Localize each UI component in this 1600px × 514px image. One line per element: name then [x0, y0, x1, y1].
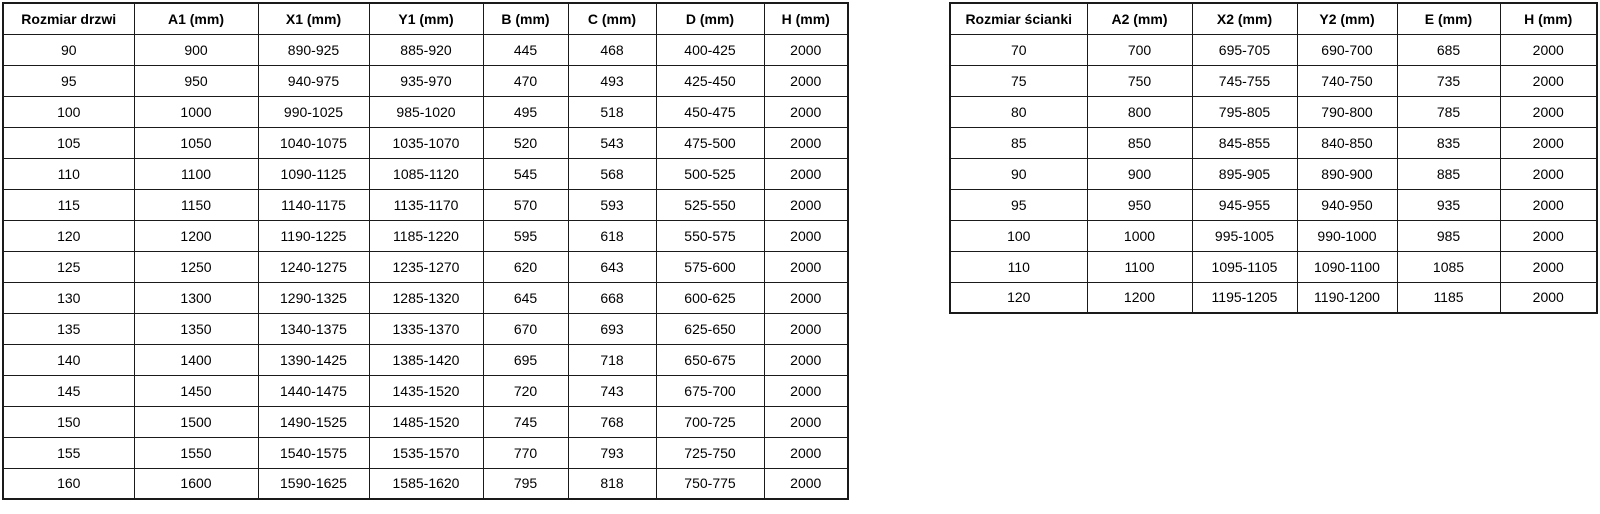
table-cell: 1350 [134, 313, 258, 344]
table-cell: 90 [950, 158, 1087, 189]
table-row [950, 96, 1597, 127]
table-cell: 745-755 [1192, 65, 1297, 96]
table-cell: 800 [1087, 96, 1192, 127]
table-row [950, 282, 1597, 313]
table-cell: 1190-1225 [258, 220, 369, 251]
table-cell: 85 [950, 127, 1087, 158]
table-cell: 1135-1170 [369, 189, 483, 220]
table-cell: 570 [483, 189, 568, 220]
table-cell: 768 [568, 406, 656, 437]
table-cell: 525-550 [656, 189, 764, 220]
table-cell: 1500 [134, 406, 258, 437]
table-row [3, 437, 848, 468]
table-cell: 90 [3, 34, 134, 65]
table-cell: 2000 [764, 406, 848, 437]
table-cell: 950 [134, 65, 258, 96]
column-header: Y1 (mm) [369, 3, 483, 34]
table-cell: 400-425 [656, 34, 764, 65]
table-cell: 935 [1397, 189, 1500, 220]
table-cell: 743 [568, 375, 656, 406]
table-row [950, 158, 1597, 189]
table-cell: 145 [3, 375, 134, 406]
table-cell: 793 [568, 437, 656, 468]
column-header: H (mm) [764, 3, 848, 34]
table-cell: 1535-1570 [369, 437, 483, 468]
table-cell: 668 [568, 282, 656, 313]
table-cell: 95 [3, 65, 134, 96]
table-cell: 995-1005 [1192, 220, 1297, 251]
table-cell: 593 [568, 189, 656, 220]
table-cell: 1600 [134, 468, 258, 499]
table-row [3, 406, 848, 437]
table-cell: 135 [3, 313, 134, 344]
table-cell: 75 [950, 65, 1087, 96]
table-cell: 700 [1087, 34, 1192, 65]
table-cell: 155 [3, 437, 134, 468]
table-cell: 1185-1220 [369, 220, 483, 251]
table-cell: 890-925 [258, 34, 369, 65]
table-cell: 2000 [1500, 251, 1597, 282]
table-cell: 720 [483, 375, 568, 406]
table-cell: 625-650 [656, 313, 764, 344]
table-cell: 835 [1397, 127, 1500, 158]
table-cell: 1585-1620 [369, 468, 483, 499]
table-cell: 885 [1397, 158, 1500, 189]
table-cell: 1435-1520 [369, 375, 483, 406]
table-cell: 1450 [134, 375, 258, 406]
table-row [950, 220, 1597, 251]
table-cell: 1285-1320 [369, 282, 483, 313]
table-cell: 575-600 [656, 251, 764, 282]
table-cell: 475-500 [656, 127, 764, 158]
table-row [3, 375, 848, 406]
table-cell: 518 [568, 96, 656, 127]
table-cell: 850 [1087, 127, 1192, 158]
table-cell: 500-525 [656, 158, 764, 189]
table-cell: 620 [483, 251, 568, 282]
table-cell: 1095-1105 [1192, 251, 1297, 282]
table-cell: 568 [568, 158, 656, 189]
table-cell: 450-475 [656, 96, 764, 127]
table-cell: 935-970 [369, 65, 483, 96]
table-cell: 750-775 [656, 468, 764, 499]
table-cell: 885-920 [369, 34, 483, 65]
table-cell: 1085 [1397, 251, 1500, 282]
table-cell: 1100 [134, 158, 258, 189]
table-cell: 130 [3, 282, 134, 313]
table-cell: 470 [483, 65, 568, 96]
table-cell: 795 [483, 468, 568, 499]
table-row [950, 127, 1597, 158]
table-cell: 1485-1520 [369, 406, 483, 437]
table-cell: 2000 [1500, 34, 1597, 65]
table-cell: 520 [483, 127, 568, 158]
table-row [3, 65, 848, 96]
table-cell: 2000 [764, 127, 848, 158]
table-cell: 1390-1425 [258, 344, 369, 375]
table-cell: 140 [3, 344, 134, 375]
column-header: X2 (mm) [1192, 3, 1297, 34]
header-row [950, 3, 1597, 34]
table-row [3, 189, 848, 220]
table-cell: 425-450 [656, 65, 764, 96]
table-cell: 2000 [764, 313, 848, 344]
table-cell: 468 [568, 34, 656, 65]
table-cell: 2000 [764, 65, 848, 96]
table-cell: 2000 [764, 158, 848, 189]
table-cell: 690-700 [1297, 34, 1397, 65]
table-cell: 718 [568, 344, 656, 375]
table-cell: 900 [134, 34, 258, 65]
table-cell: 545 [483, 158, 568, 189]
table-cell: 985 [1397, 220, 1500, 251]
column-header: H (mm) [1500, 3, 1597, 34]
table-cell: 695-705 [1192, 34, 1297, 65]
table-cell: 2000 [764, 251, 848, 282]
table-cell: 1190-1200 [1297, 282, 1397, 313]
table-cell: 725-750 [656, 437, 764, 468]
column-header: A2 (mm) [1087, 3, 1192, 34]
table-cell: 675-700 [656, 375, 764, 406]
table-cell: 795-805 [1192, 96, 1297, 127]
table-row [3, 34, 848, 65]
table-cell: 80 [950, 96, 1087, 127]
table-cell: 1000 [134, 96, 258, 127]
table-cell: 600-625 [656, 282, 764, 313]
table-cell: 1200 [134, 220, 258, 251]
table-cell: 1250 [134, 251, 258, 282]
table-cell: 1235-1270 [369, 251, 483, 282]
table-cell: 1340-1375 [258, 313, 369, 344]
table-cell: 840-850 [1297, 127, 1397, 158]
table-cell: 110 [3, 158, 134, 189]
table-cell: 890-900 [1297, 158, 1397, 189]
table-cell: 940-975 [258, 65, 369, 96]
table-cell: 745 [483, 406, 568, 437]
table-row [3, 313, 848, 344]
table-cell: 125 [3, 251, 134, 282]
table-row [3, 127, 848, 158]
table-cell: 2000 [764, 220, 848, 251]
table-cell: 2000 [764, 375, 848, 406]
table-cell: 1590-1625 [258, 468, 369, 499]
table-cell: 2000 [1500, 220, 1597, 251]
table-cell: 845-855 [1192, 127, 1297, 158]
table-cell: 2000 [1500, 96, 1597, 127]
table-cell: 2000 [764, 282, 848, 313]
table-cell: 1040-1075 [258, 127, 369, 158]
table-cell: 895-905 [1192, 158, 1297, 189]
table-cell: 1035-1070 [369, 127, 483, 158]
table-cell: 100 [3, 96, 134, 127]
table-cell: 2000 [1500, 127, 1597, 158]
header-row [3, 3, 848, 34]
table-row [3, 158, 848, 189]
column-header: Y2 (mm) [1297, 3, 1397, 34]
table-cell: 985-1020 [369, 96, 483, 127]
table-cell: 2000 [764, 189, 848, 220]
table-cell: 160 [3, 468, 134, 499]
table-row [950, 251, 1597, 282]
column-header: A1 (mm) [134, 3, 258, 34]
table-row [950, 34, 1597, 65]
table-cell: 685 [1397, 34, 1500, 65]
column-header: B (mm) [483, 3, 568, 34]
table-cell: 1335-1370 [369, 313, 483, 344]
table-cell: 2000 [1500, 282, 1597, 313]
table-cell: 990-1025 [258, 96, 369, 127]
table-cell: 2000 [1500, 65, 1597, 96]
table-cell: 1195-1205 [1192, 282, 1297, 313]
table-cell: 120 [3, 220, 134, 251]
table-cell: 735 [1397, 65, 1500, 96]
column-header: D (mm) [656, 3, 764, 34]
column-header: X1 (mm) [258, 3, 369, 34]
table-cell: 1090-1125 [258, 158, 369, 189]
table-cell: 1440-1475 [258, 375, 369, 406]
table-cell: 1240-1275 [258, 251, 369, 282]
door-sizes-table [2, 2, 849, 500]
table-cell: 2000 [764, 34, 848, 65]
table-cell: 1400 [134, 344, 258, 375]
table-row [950, 189, 1597, 220]
table-cell: 1000 [1087, 220, 1192, 251]
table-cell: 1300 [134, 282, 258, 313]
table-cell: 2000 [1500, 189, 1597, 220]
table-row [3, 96, 848, 127]
table-cell: 1090-1100 [1297, 251, 1397, 282]
table-cell: 550-575 [656, 220, 764, 251]
wall-panel-sizes-table [949, 2, 1598, 314]
table-cell: 105 [3, 127, 134, 158]
table-row [3, 468, 848, 499]
table-cell: 693 [568, 313, 656, 344]
table-cell: 2000 [764, 344, 848, 375]
table-row [950, 65, 1597, 96]
table-cell: 740-750 [1297, 65, 1397, 96]
table-cell: 650-675 [656, 344, 764, 375]
column-header: Rozmiar ścianki [950, 3, 1087, 34]
table-cell: 940-950 [1297, 189, 1397, 220]
table-cell: 543 [568, 127, 656, 158]
table-cell: 110 [950, 251, 1087, 282]
column-header: Rozmiar drzwi [3, 3, 134, 34]
table-cell: 1050 [134, 127, 258, 158]
table-cell: 2000 [764, 96, 848, 127]
table-row [3, 251, 848, 282]
table-cell: 1185 [1397, 282, 1500, 313]
table-cell: 1140-1175 [258, 189, 369, 220]
table-cell: 445 [483, 34, 568, 65]
table-cell: 1385-1420 [369, 344, 483, 375]
table-cell: 2000 [764, 468, 848, 499]
table-cell: 2000 [1500, 158, 1597, 189]
table-cell: 70 [950, 34, 1087, 65]
table-cell: 1200 [1087, 282, 1192, 313]
table-cell: 770 [483, 437, 568, 468]
table-cell: 120 [950, 282, 1087, 313]
table-cell: 900 [1087, 158, 1192, 189]
table-cell: 100 [950, 220, 1087, 251]
table-row [3, 282, 848, 313]
table-cell: 670 [483, 313, 568, 344]
table-cell: 595 [483, 220, 568, 251]
table-cell: 750 [1087, 65, 1192, 96]
table-cell: 990-1000 [1297, 220, 1397, 251]
table-cell: 95 [950, 189, 1087, 220]
table-row [3, 344, 848, 375]
table-cell: 1150 [134, 189, 258, 220]
table-cell: 700-725 [656, 406, 764, 437]
table-cell: 493 [568, 65, 656, 96]
table-cell: 1100 [1087, 251, 1192, 282]
table-cell: 790-800 [1297, 96, 1397, 127]
table-cell: 945-955 [1192, 189, 1297, 220]
table-cell: 818 [568, 468, 656, 499]
table-cell: 643 [568, 251, 656, 282]
table-cell: 1540-1575 [258, 437, 369, 468]
table-cell: 618 [568, 220, 656, 251]
table-cell: 785 [1397, 96, 1500, 127]
table-cell: 1290-1325 [258, 282, 369, 313]
column-header: C (mm) [568, 3, 656, 34]
table-row [3, 220, 848, 251]
table-cell: 2000 [764, 437, 848, 468]
table-cell: 1550 [134, 437, 258, 468]
table-cell: 1085-1120 [369, 158, 483, 189]
column-header: E (mm) [1397, 3, 1500, 34]
table-cell: 1490-1525 [258, 406, 369, 437]
table-cell: 495 [483, 96, 568, 127]
table-cell: 950 [1087, 189, 1192, 220]
table-cell: 150 [3, 406, 134, 437]
table-cell: 645 [483, 282, 568, 313]
table-cell: 115 [3, 189, 134, 220]
table-cell: 695 [483, 344, 568, 375]
